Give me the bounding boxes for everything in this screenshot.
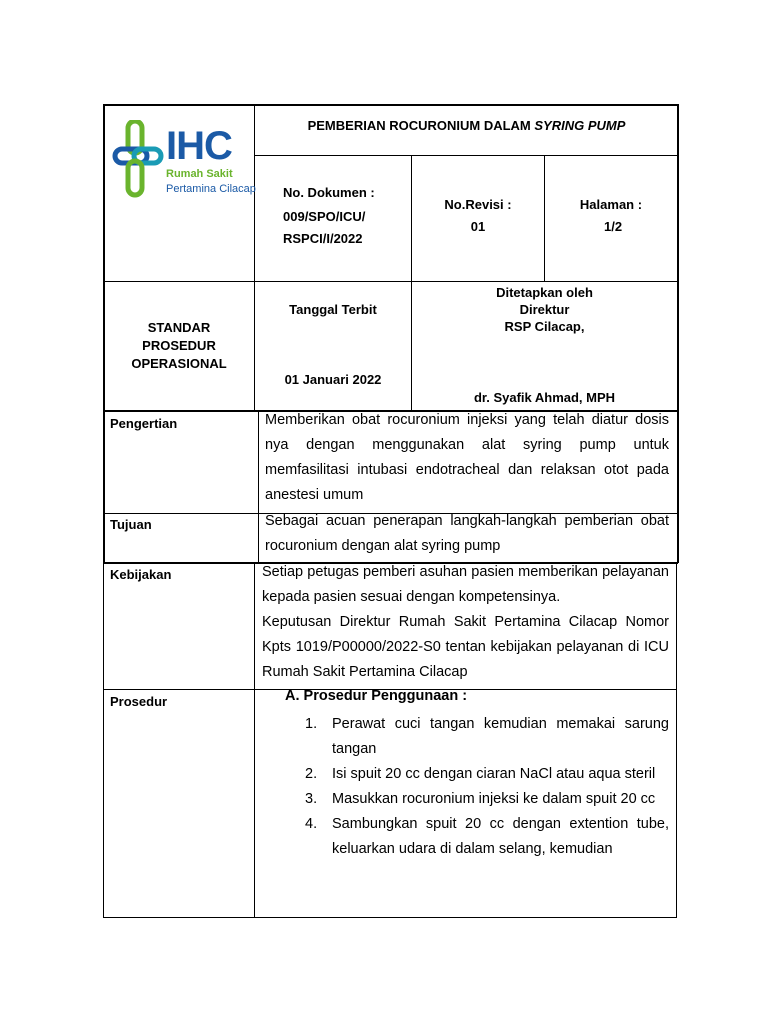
sop-line-1: STANDAR	[147, 320, 211, 335]
prosedur-label: Prosedur	[110, 694, 168, 709]
prosedur-steps	[305, 712, 669, 862]
logo-brand: IHC	[166, 124, 232, 168]
tujuan-label: Tujuan	[110, 517, 152, 532]
list-item: 4. Sambungkan spuit 20 cc dengan extention tube, keluarkan udara di dalam selang, kemudian	[305, 816, 669, 857]
document-title	[255, 117, 678, 135]
title-italic: SYRING PUMP	[534, 118, 626, 133]
revision-value: 01	[470, 219, 486, 234]
page-value: 1/2	[604, 219, 623, 234]
logo-line-2: Pertamina Cilacap	[166, 183, 256, 195]
page-label: Halaman :	[579, 197, 643, 212]
issue-date-value: 01 Januari 2022	[284, 372, 382, 387]
director-name: dr. Syafik Ahmad, MPH	[473, 390, 616, 405]
prosedur-section-a: A. Prosedur Penggunaan :	[285, 688, 468, 704]
list-item: 1. Perawat cuci tangan kemudian memakai sarung tangan	[305, 716, 669, 757]
doc-number-value-2: RSPCI/I/2022	[283, 231, 363, 246]
pengertian-label: Pengertian	[110, 416, 178, 431]
title-text: PEMBERIAN ROCURONIUM DALAM	[307, 118, 535, 133]
revision-label: No.Revisi :	[444, 197, 512, 212]
hospital-logo	[110, 120, 255, 206]
kebijakan-text	[262, 560, 669, 685]
pengertian-text: Memberikan obat rocuronium injeksi yang telah diatur dosis nya dengan menggunakan alat syring pump untuk memfasilitasi intubasi endotracheal dan relaksan otot pada anestesi umum	[265, 412, 669, 503]
doc-number-label: No. Dokumen :	[283, 185, 375, 200]
approved-line-2: Direktur	[519, 302, 570, 317]
list-item: 3. Masukkan rocuronium injeksi ke dalam spuit 20 cc	[305, 791, 656, 807]
sop-line-3: OPERASIONAL	[131, 356, 227, 371]
issue-date-label: Tanggal Terbit	[289, 302, 377, 317]
sop-line-2: PROSEDUR	[142, 338, 216, 353]
approved-line-3: RSP Cilacap,	[504, 319, 585, 334]
kebijakan-paragraph-2: Keputusan Direktur Rumah Sakit Pertamina Cilacap Nomor Kpts 1019/P00000/2022-S0 tentan kebijakan pelayanan di ICU Rumah Sakit Pertamina Cilacap	[262, 614, 669, 680]
kebijakan-paragraph-1: Setiap petugas pemberi asuhan pasien memberikan pelayanan kepada pasien sesuai dengan kompetensinya.	[262, 564, 669, 605]
kebijakan-label: Kebijakan	[110, 567, 172, 582]
list-item: 2. Isi spuit 20 cc dengan ciaran NaCl atau aqua steril	[305, 766, 656, 782]
doc-number-value-1: 009/SPO/ICU/	[283, 209, 366, 224]
approved-line-1: Ditetapkan oleh	[496, 285, 593, 300]
logo-line-1: Rumah Sakit	[166, 168, 233, 180]
tujuan-text: Sebagai acuan penerapan langkah-langkah pemberian obat rocuronium dengan alat syring pump	[265, 513, 669, 554]
